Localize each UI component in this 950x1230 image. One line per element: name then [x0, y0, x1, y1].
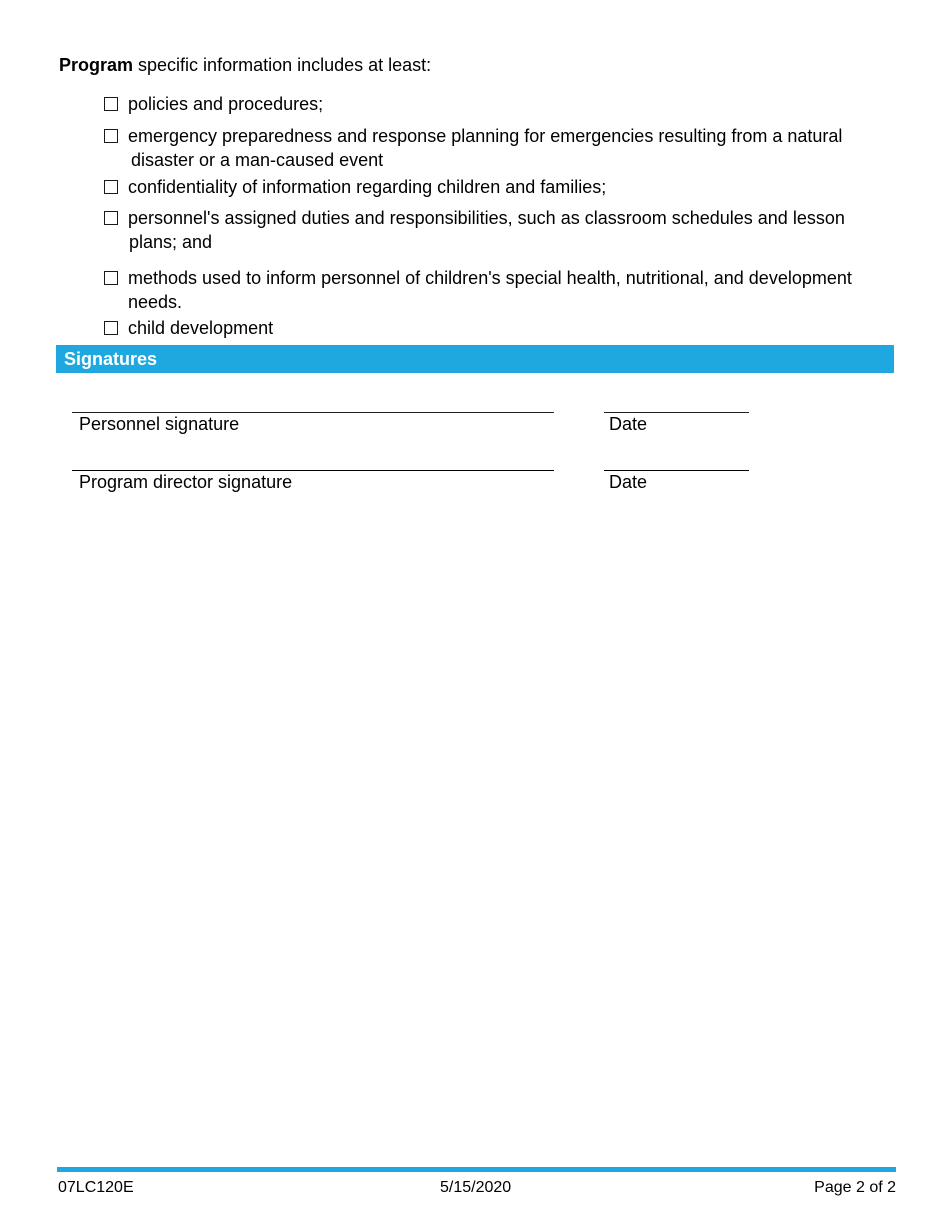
footer-page-number: Page 2 of 2 [814, 1179, 896, 1196]
personnel-date-label: Date [609, 414, 648, 434]
checkbox[interactable] [104, 180, 118, 194]
checklist-item-text: methods used to inform personnel of children's special health, nutritional, and development [128, 268, 852, 288]
checklist-item-confidentiality [104, 175, 894, 199]
intro-text [59, 54, 431, 76]
checklist-item-text: emergency preparedness and response planning for emergencies resulting from a natural [128, 126, 843, 146]
footer-form-number: 07LC120E [58, 1179, 134, 1196]
checklist-item-text: personnel's assigned duties and responsibilities, such as classroom schedules and lesson [128, 208, 845, 228]
footer-revision-date: 5/15/2020 [440, 1179, 512, 1196]
intro-rest: specific information includes at least: [133, 55, 432, 75]
checkbox[interactable] [104, 129, 118, 143]
intro-bold: Program [59, 55, 134, 75]
section-title: Signatures [64, 349, 158, 369]
checklist-item-duties [104, 206, 894, 254]
checkbox[interactable] [104, 271, 118, 285]
director-date-label: Date [609, 472, 648, 492]
checklist-item-policies [104, 92, 894, 116]
checkbox[interactable] [104, 97, 118, 111]
checklist-item-child-development [104, 316, 894, 340]
checklist-item-text-cont: disaster or a man-caused event [131, 150, 384, 170]
director-signature-label: Program director signature [79, 472, 293, 492]
signatures-section-header [56, 345, 894, 373]
footer-rule [57, 1167, 896, 1172]
personnel-signature-label: Personnel signature [79, 414, 240, 434]
checklist-item-text: confidentiality of information regarding children and families; [128, 177, 607, 197]
checklist-item-text-cont: plans; and [129, 232, 213, 252]
checkbox[interactable] [104, 211, 118, 225]
checklist-item-emergency [104, 124, 894, 172]
checkbox[interactable] [104, 321, 118, 335]
checklist-item-special-needs [104, 266, 894, 314]
checklist-item-text: child development [128, 318, 274, 338]
checklist-item-text: policies and procedures; [128, 94, 324, 114]
checklist-item-text-cont: needs. [128, 292, 183, 312]
